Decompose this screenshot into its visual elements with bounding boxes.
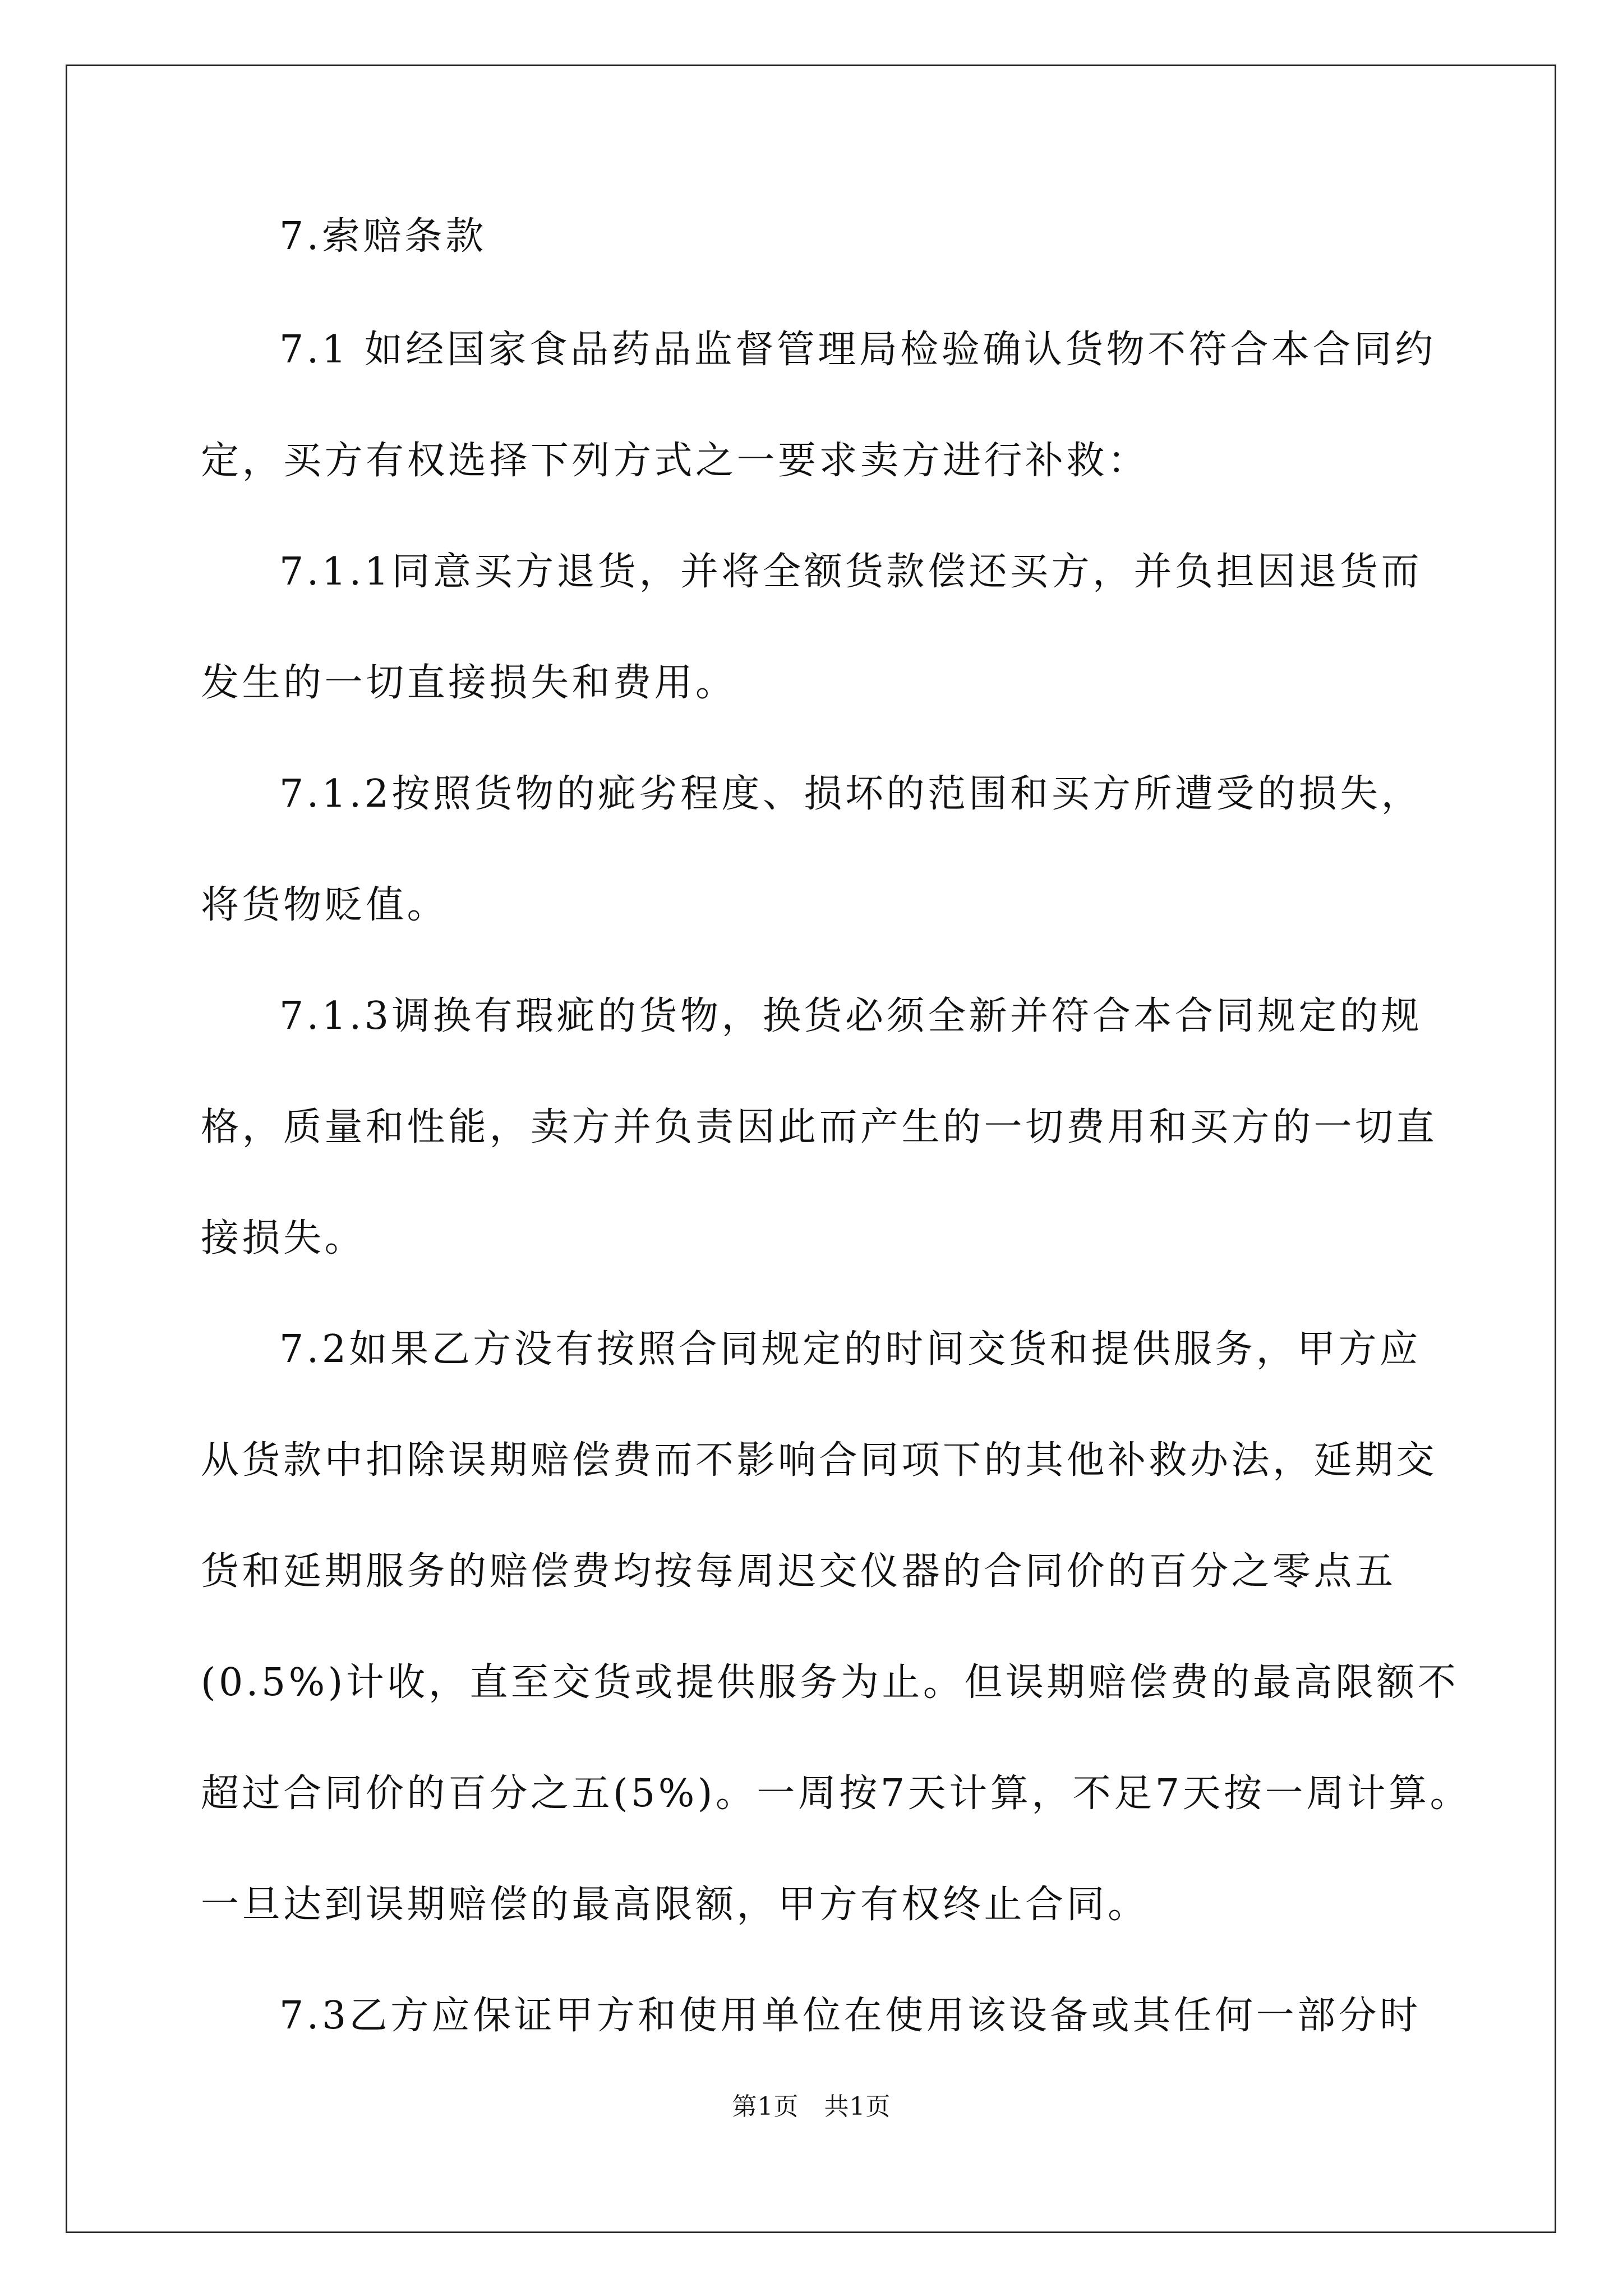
paragraph-line: 发生的一切直接损失和费用。: [201, 661, 737, 705]
paragraph-line: 7.1.3调换有瑕疵的货物，换货必须全新并符合本合同规定的规: [279, 994, 1423, 1038]
paragraph-line: 接损失。: [201, 1216, 366, 1260]
paragraph-line: 7.1.1同意买方退货，并将全额货款偿还买方，并负担因退货而: [279, 550, 1423, 594]
paragraph-line: 7.3乙方应保证甲方和使用单位在使用该设备或其任何一部分时: [279, 1994, 1421, 2038]
paragraph-line: 将货物贬值。: [201, 883, 449, 927]
paragraph-line: 7.2如果乙方没有按照合同规定的时间交货和提供服务，甲方应: [279, 1327, 1421, 1372]
paragraph-line: 7.1.2按照货物的疵劣程度、损坏的范围和买方所遭受的损失，: [279, 772, 1423, 816]
paragraph-line: 超过合同价的百分之五(5%)。一周按7天计算，不足7天按一周计算。: [201, 1772, 1471, 1816]
paragraph-line: 一旦达到误期赔偿的最高限额，甲方有权终止合同。: [201, 1883, 1149, 1927]
page-number-footer: 第1页 共1页: [732, 2092, 891, 2121]
paragraph-line: 从货款中扣除误期赔偿费而不影响合同项下的其他补救办法，延期交: [201, 1438, 1438, 1483]
paragraph-line: 定，买方有权选择下列方式之一要求卖方进行补救：: [201, 439, 1149, 483]
paragraph-line: 货和延期服务的赔偿费均按每周迟交仪器的合同价的百分之零点五: [201, 1549, 1396, 1594]
paragraph-line: 格，质量和性能，卖方并负责因此而产生的一切费用和买方的一切直: [201, 1105, 1438, 1149]
section-heading: 7.索赔条款: [279, 214, 487, 259]
paragraph-line: (0.5%)计收，直至交货或提供服务为止。但误期赔偿费的最高限额不: [201, 1660, 1459, 1705]
paragraph-line: 7.1 如经国家食品药品监督管理局检验确认货物不符合本合同约: [279, 328, 1436, 372]
